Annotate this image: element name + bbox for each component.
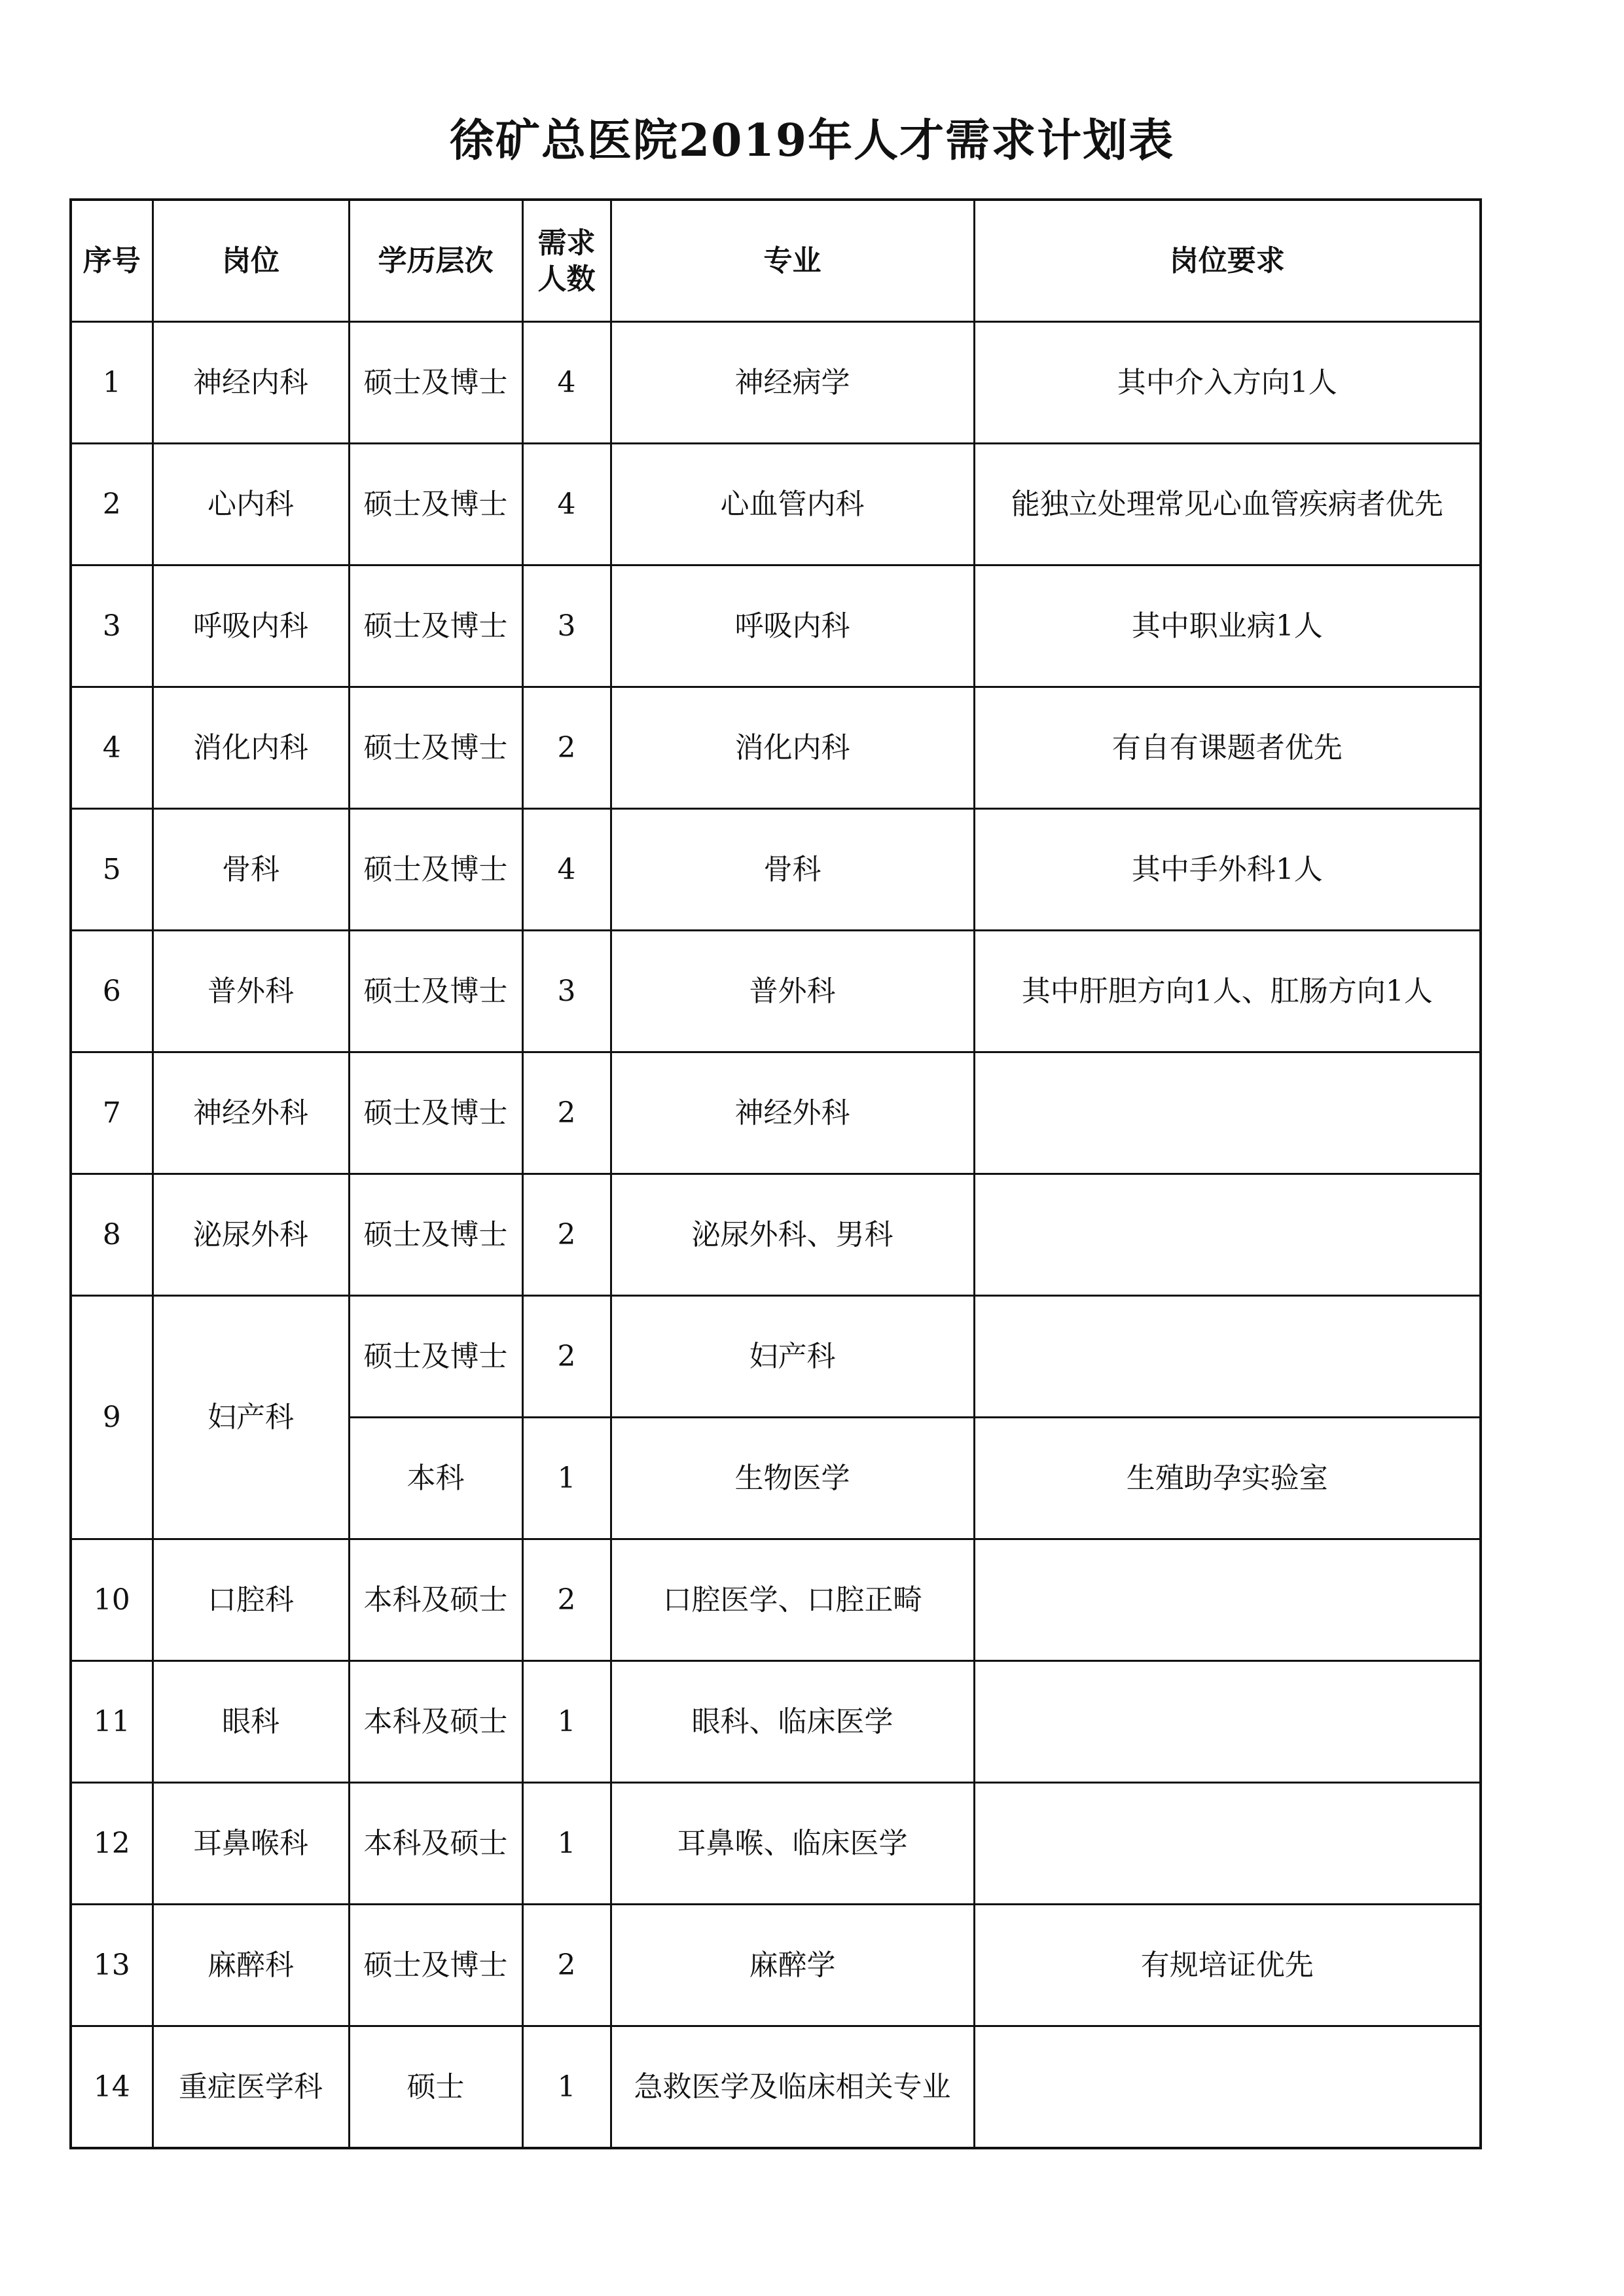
cell-requirement: 其中肝胆方向1人、肛肠方向1人 xyxy=(974,931,1481,1052)
cell-index: 14 xyxy=(71,2026,153,2149)
cell-requirement: 其中手外科1人 xyxy=(974,809,1481,931)
cell-count: 2 xyxy=(522,1296,611,1418)
header-count xyxy=(522,200,611,322)
cell-index: 5 xyxy=(71,809,153,931)
cell-major: 妇产科 xyxy=(611,1296,974,1418)
cell-position: 麻醉科 xyxy=(153,1905,349,2026)
cell-requirement: 有自有课题者优先 xyxy=(974,687,1481,809)
header-requirement: 岗位要求 xyxy=(974,200,1481,322)
cell-count: 4 xyxy=(522,444,611,565)
cell-index: 3 xyxy=(71,565,153,687)
table-row xyxy=(71,444,1481,565)
cell-major: 生物医学 xyxy=(611,1418,974,1539)
cell-education: 硕士及博士 xyxy=(349,322,522,444)
cell-position: 呼吸内科 xyxy=(153,565,349,687)
cell-requirement xyxy=(974,1052,1481,1174)
cell-position: 重症医学科 xyxy=(153,2026,349,2149)
cell-major: 麻醉学 xyxy=(611,1905,974,2026)
cell-index: 1 xyxy=(71,322,153,444)
table-row xyxy=(71,1052,1481,1174)
cell-index: 13 xyxy=(71,1905,153,2026)
cell-count: 1 xyxy=(522,1661,611,1783)
cell-position: 消化内科 xyxy=(153,687,349,809)
cell-requirement xyxy=(974,1539,1481,1661)
header-count-line2: 人数 xyxy=(537,262,596,296)
cell-position: 妇产科 xyxy=(153,1296,349,1539)
cell-index: 12 xyxy=(71,1783,153,1905)
cell-count: 1 xyxy=(522,1418,611,1539)
cell-requirement xyxy=(974,1783,1481,1905)
cell-index: 10 xyxy=(71,1539,153,1661)
cell-requirement xyxy=(974,1661,1481,1783)
cell-major: 心血管内科 xyxy=(611,444,974,565)
cell-major: 神经病学 xyxy=(611,322,974,444)
cell-requirement xyxy=(974,1174,1481,1296)
cell-position: 骨科 xyxy=(153,809,349,931)
cell-count: 2 xyxy=(522,1539,611,1661)
cell-education: 硕士及博士 xyxy=(349,565,522,687)
cell-count: 1 xyxy=(522,2026,611,2149)
cell-index: 4 xyxy=(71,687,153,809)
cell-education: 硕士及博士 xyxy=(349,1174,522,1296)
cell-position: 耳鼻喉科 xyxy=(153,1783,349,1905)
cell-index: 6 xyxy=(71,931,153,1052)
cell-education: 硕士 xyxy=(349,2026,522,2149)
cell-requirement xyxy=(974,2026,1481,2149)
cell-requirement: 生殖助孕实验室 xyxy=(974,1418,1481,1539)
cell-education: 硕士及博士 xyxy=(349,931,522,1052)
cell-education: 本科 xyxy=(349,1418,522,1539)
cell-position: 神经内科 xyxy=(153,322,349,444)
cell-major: 呼吸内科 xyxy=(611,565,974,687)
cell-count: 2 xyxy=(522,1174,611,1296)
cell-education: 本科及硕士 xyxy=(349,1661,522,1783)
table-row xyxy=(71,1539,1481,1661)
page-title: 徐矿总医院2019年人才需求计划表 xyxy=(449,115,1175,167)
cell-major: 普外科 xyxy=(611,931,974,1052)
cell-major: 眼科、临床医学 xyxy=(611,1661,974,1783)
cell-count: 2 xyxy=(522,1052,611,1174)
cell-major: 泌尿外科、男科 xyxy=(611,1174,974,1296)
cell-education: 硕士及博士 xyxy=(349,444,522,565)
cell-education: 本科及硕士 xyxy=(349,1783,522,1905)
cell-count: 4 xyxy=(522,322,611,444)
cell-education: 硕士及博士 xyxy=(349,1905,522,2026)
cell-education: 硕士及博士 xyxy=(349,1296,522,1418)
table-header-row xyxy=(71,200,1481,322)
cell-major: 骨科 xyxy=(611,809,974,931)
cell-education: 硕士及博士 xyxy=(349,687,522,809)
header-education: 学历层次 xyxy=(349,200,522,322)
cell-count: 1 xyxy=(522,1783,611,1905)
table-row xyxy=(71,809,1481,931)
table-row xyxy=(71,1783,1481,1905)
table-row xyxy=(71,322,1481,444)
cell-count: 2 xyxy=(522,1905,611,2026)
header-major: 专业 xyxy=(611,200,974,322)
cell-position: 神经外科 xyxy=(153,1052,349,1174)
cell-requirement: 有规培证优先 xyxy=(974,1905,1481,2026)
table-row xyxy=(71,687,1481,809)
cell-count: 3 xyxy=(522,565,611,687)
cell-position: 眼科 xyxy=(153,1661,349,1783)
table-row xyxy=(71,1174,1481,1296)
cell-index: 7 xyxy=(71,1052,153,1174)
cell-requirement: 其中职业病1人 xyxy=(974,565,1481,687)
table-row xyxy=(71,1661,1481,1783)
cell-index: 8 xyxy=(71,1174,153,1296)
cell-requirement xyxy=(974,1296,1481,1418)
cell-major: 耳鼻喉、临床医学 xyxy=(611,1783,974,1905)
cell-position: 口腔科 xyxy=(153,1539,349,1661)
cell-education: 硕士及博士 xyxy=(349,809,522,931)
table-row xyxy=(71,1296,1481,1418)
cell-index: 2 xyxy=(71,444,153,565)
cell-education: 本科及硕士 xyxy=(349,1539,522,1661)
talent-plan-table xyxy=(69,198,1482,2149)
table-row xyxy=(71,2026,1481,2149)
cell-index: 11 xyxy=(71,1661,153,1783)
cell-education: 硕士及博士 xyxy=(349,1052,522,1174)
cell-position: 心内科 xyxy=(153,444,349,565)
cell-requirement: 其中介入方向1人 xyxy=(974,322,1481,444)
cell-major: 神经外科 xyxy=(611,1052,974,1174)
table-row xyxy=(71,565,1481,687)
cell-index: 9 xyxy=(71,1296,153,1539)
cell-major: 口腔医学、口腔正畸 xyxy=(611,1539,974,1661)
cell-requirement: 能独立处理常见心血管疾病者优先 xyxy=(974,444,1481,565)
table-row xyxy=(71,1905,1481,2026)
cell-position: 普外科 xyxy=(153,931,349,1052)
cell-count: 3 xyxy=(522,931,611,1052)
cell-count: 2 xyxy=(522,687,611,809)
cell-major: 急救医学及临床相关专业 xyxy=(611,2026,974,2149)
cell-major: 消化内科 xyxy=(611,687,974,809)
header-position: 岗位 xyxy=(153,200,349,322)
table-row xyxy=(71,931,1481,1052)
header-count-line1: 需求 xyxy=(537,226,596,260)
cell-position: 泌尿外科 xyxy=(153,1174,349,1296)
header-index: 序号 xyxy=(71,200,153,322)
cell-count: 4 xyxy=(522,809,611,931)
